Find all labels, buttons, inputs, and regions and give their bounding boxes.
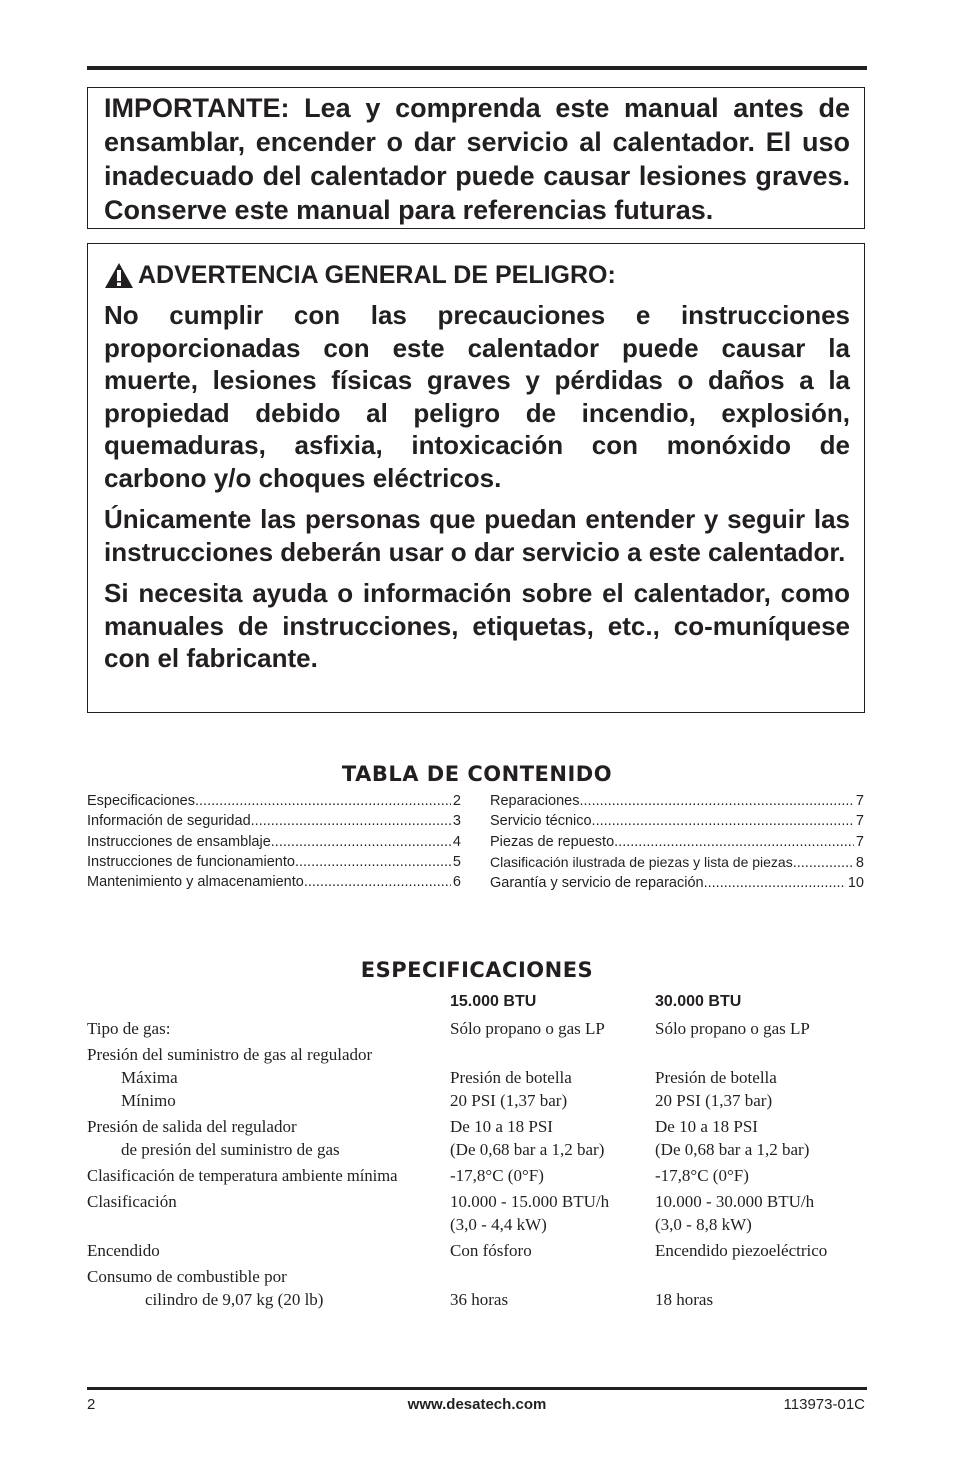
specifications-table [87, 990, 867, 1311]
spec-value: 10.000 - 15.000 BTU/h [450, 1192, 610, 1211]
spec-value: Sólo propano o gas LP [655, 1019, 810, 1038]
toc-entry-label: Servicio técnico [490, 813, 592, 830]
spec-row [87, 1043, 867, 1112]
specifications-heading: ESPECIFICACIONES [360, 958, 594, 982]
toc-leader [793, 853, 854, 873]
toc-entry-page: 7 [855, 833, 864, 850]
important-notice-box [87, 87, 865, 229]
warning-paragraph: No cumplir con las precauciones e instrucciones proporcionadas con este calentador puede causar la muerte, lesiones físicas graves y pérdidas o daños a la propiedad debido al peligro de incendio, explosión, quemaduras, asfixia, intoxicación con monóxido de carbono y/o choques eléctricos. [104, 300, 850, 493]
spec-value: 20 PSI (1,37 bar) [655, 1091, 773, 1110]
warning-title-text: ADVERTENCIA GENERAL DE PELIGRO: [138, 261, 616, 289]
toc-entry-page: 8 [855, 854, 864, 871]
spec-column-header: 30.000 BTU [655, 993, 742, 1010]
toc-left-column [87, 791, 461, 892]
toc-right-column [490, 791, 864, 893]
toc-entry[interactable] [87, 811, 461, 831]
spec-value: 10.000 - 30.000 BTU/h [655, 1192, 815, 1211]
spec-value: Encendido piezoeléctrico [655, 1241, 828, 1260]
toc-entry[interactable] [87, 832, 461, 852]
spec-value [655, 1043, 867, 1066]
toc-leader [614, 832, 854, 852]
spec-sublabel: de presión del suministro de gas [121, 1140, 340, 1159]
toc-leader [579, 791, 853, 811]
spec-label: Presión del suministro de gas al regulador [87, 1045, 373, 1064]
spec-row [87, 1190, 867, 1236]
spec-value: Presión de botella [450, 1068, 572, 1087]
spec-label: Clasificación [87, 1192, 177, 1211]
toc-entry-label: Mantenimiento y almacenamiento [87, 874, 304, 891]
toc-entry-label: Garantía y servicio de reparación [490, 875, 704, 892]
spec-row [87, 1164, 867, 1187]
warning-paragraph: Si necesita ayuda o información sobre el calentador, como manuales de instrucciones, etiquetas, etc., co-muníquese con el fabricante. [104, 578, 850, 673]
toc-entry[interactable] [87, 852, 461, 872]
spec-value: 18 horas [655, 1290, 714, 1309]
toc-entry-page: 7 [855, 813, 864, 830]
spec-row [87, 1265, 867, 1311]
toc-entry-page: 2 [452, 793, 461, 809]
toc-entry[interactable] [490, 811, 864, 831]
spec-value: 36 horas [450, 1290, 509, 1309]
toc-entry-label: Piezas de repuesto [490, 833, 615, 850]
toc-leader [704, 873, 846, 893]
spec-value: De 10 a 18 PSI [655, 1117, 758, 1136]
spec-value: De 10 a 18 PSI [450, 1117, 553, 1136]
toc-leader [304, 872, 451, 892]
spec-label: Tipo de gas: [87, 1019, 171, 1038]
toc-entry-page: 3 [452, 813, 461, 830]
spec-label: Clasificación de temperatura ambiente mínima [87, 1166, 398, 1185]
spec-value: Con fósforo [450, 1241, 532, 1260]
spec-value: -17,8°C (0°F) [655, 1166, 749, 1185]
spec-header-row [87, 990, 867, 1014]
warning-triangle-icon [104, 262, 134, 289]
document-code: 113973-01C [783, 1396, 865, 1413]
spec-sublabel: cilindro de 9,07 kg (20 lb) [145, 1290, 324, 1309]
toc-leader [271, 832, 451, 852]
page-number: 2 [87, 1396, 96, 1413]
toc-entry[interactable] [490, 791, 864, 811]
spec-row [87, 1115, 867, 1161]
toc-entry[interactable] [490, 832, 864, 852]
spec-label: Consumo de combustible por [87, 1267, 287, 1286]
toc-entry-label: Clasificación ilustrada de piezas y lista de piezas [490, 853, 793, 870]
spec-value: Presión de botella [655, 1068, 777, 1087]
toc-entry-page: 5 [452, 853, 461, 870]
toc-leader [592, 811, 854, 831]
toc-entry-label: Instrucciones de ensamblaje [87, 833, 271, 850]
toc-leader [251, 811, 451, 831]
warning-paragraph: Únicamente las personas que puedan entender y seguir las instrucciones deberán usar o dar servicio a este calentador. [104, 504, 850, 567]
top-rule [87, 66, 867, 70]
toc-leader [195, 791, 451, 811]
warning-title [104, 258, 850, 292]
spec-label: Encendido [87, 1241, 160, 1260]
toc-entry-page: 4 [452, 833, 461, 850]
spec-column-header: 15.000 BTU [450, 993, 537, 1010]
toc-entry[interactable] [87, 791, 461, 811]
general-hazard-warning-box [87, 243, 865, 713]
spec-value: (De 0,68 bar a 1,2 bar) [450, 1140, 605, 1159]
spec-sublabel: Mínimo [121, 1091, 176, 1110]
toc-entry-label: Información de seguridad [87, 813, 251, 830]
toc-entry[interactable] [490, 873, 864, 893]
spec-value: (3,0 - 4,4 kW) [450, 1215, 547, 1234]
spec-value: Sólo propano o gas LP [450, 1019, 605, 1038]
bottom-rule [87, 1387, 867, 1390]
toc-entry-page: 7 [855, 793, 864, 809]
spec-value: (De 0,68 bar a 1,2 bar) [655, 1140, 810, 1159]
spec-value [450, 1043, 655, 1066]
spec-value [655, 1265, 867, 1288]
spec-value: 20 PSI (1,37 bar) [450, 1091, 568, 1110]
spec-row [87, 1017, 867, 1040]
important-notice-text: IMPORTANTE: Lea y comprenda este manual antes de ensamblar, encender o dar servicio al calentador. El uso inadecuado del calentador puede causar lesiones graves. Conserve este manual para referencias futuras. [104, 93, 850, 225]
toc-entry[interactable] [87, 872, 461, 892]
toc-entry-label: Instrucciones de funcionamiento [87, 853, 295, 870]
spec-row [87, 1239, 867, 1262]
toc-heading: TABLA DE CONTENIDO [341, 762, 613, 786]
toc-entry-label: Reparaciones [490, 793, 580, 809]
website-link[interactable]: www.desatech.com [407, 1396, 547, 1413]
spec-value: -17,8°C (0°F) [450, 1166, 544, 1185]
spec-label: Presión de salida del regulador [87, 1117, 297, 1136]
toc-entry-page: 10 [847, 875, 864, 892]
spec-sublabel: Máxima [121, 1068, 178, 1087]
spec-header-spacer [87, 990, 450, 1014]
spec-value: (3,0 - 8,8 kW) [655, 1215, 752, 1234]
spec-value [450, 1265, 655, 1288]
toc-leader [295, 852, 451, 872]
toc-entry[interactable] [490, 852, 864, 873]
toc-entry-page: 6 [452, 874, 461, 891]
toc-entry-label: Especificaciones [87, 793, 195, 809]
